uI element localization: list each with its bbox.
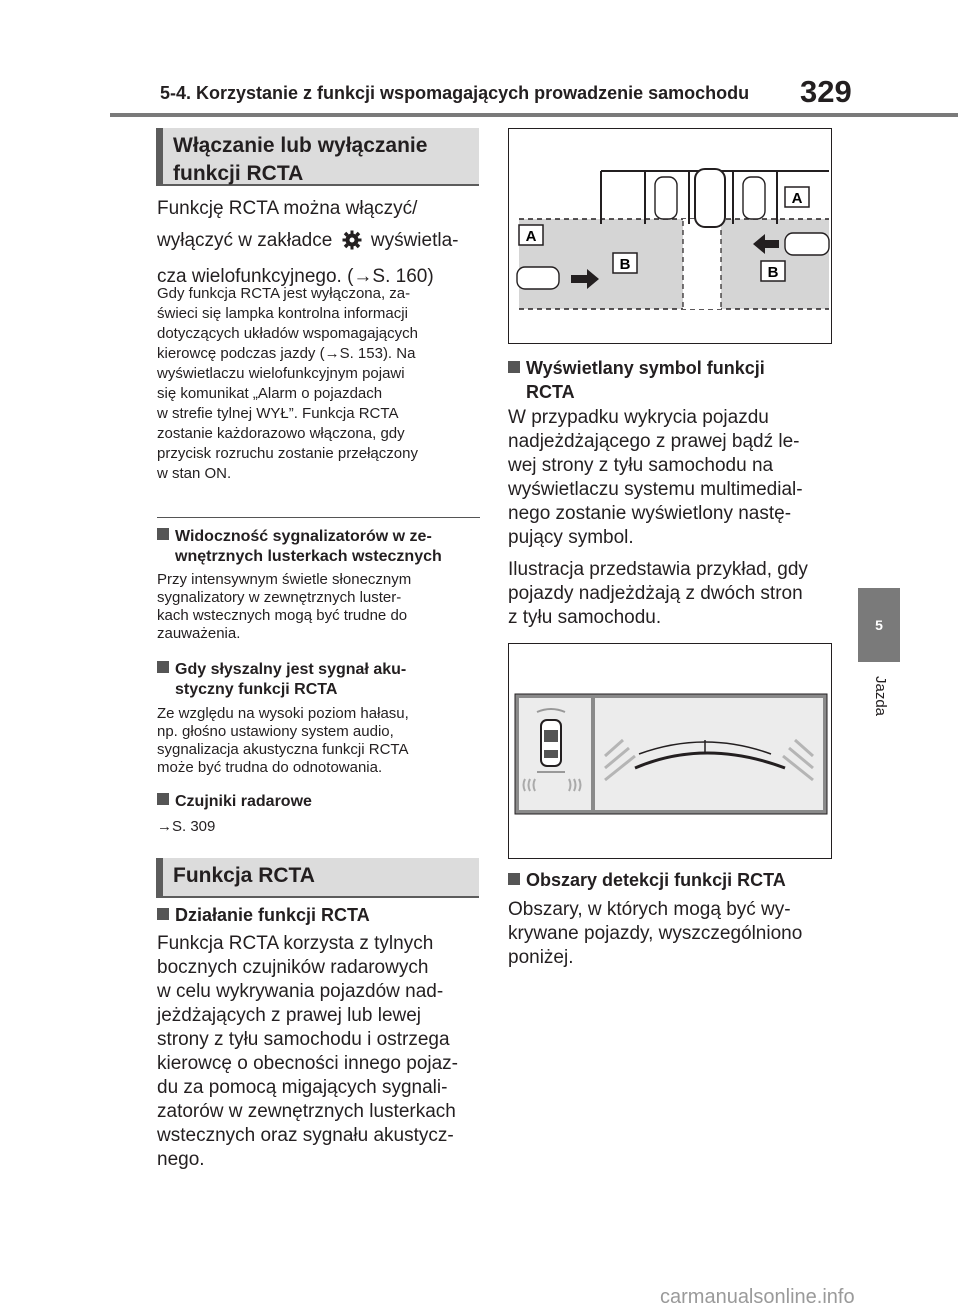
rcta-operation-text: Funkcja RCTA korzysta z tylnych bocznych czujników radarowych w celu wykrywania pojazdów nad- jeżdżających z prawej lub lewej strony z tyłu samochodu i ostrzega kierowcę o obecności innego pojaz- du za pomocą migających sygnali- zatorów w zewnętrznych lusterkach wstecznych oraz sygnału akustycz- nego. (157, 933, 459, 1170)
square-bullet-icon (508, 361, 520, 373)
label-b-right: B (767, 264, 779, 281)
square-bullet-icon (157, 793, 169, 805)
label-a-left: A (525, 228, 537, 245)
chapter-tab[interactable]: 5 (858, 588, 900, 662)
square-bullet-icon (157, 661, 169, 673)
mirror-visibility-text: Przy intensywnym świetle słonecznym sygnalizatory w zewnętrznych luster- kach wstecznych mogą być trudne do zauważenia. (157, 571, 412, 642)
square-bullet-icon (157, 528, 169, 540)
subheading-acoustic-signal: Gdy słyszalny jest sygnał aku- styczny funkcji RCTA (157, 660, 482, 700)
page-number: 329 (800, 74, 852, 109)
intro-paragraph: Funkcję RCTA można włączyć/ wyłączyć w zakładce wyświetla- cza wielofunkcyjnego. (→S. 160) (157, 198, 459, 287)
chapter-label: Jazda (872, 676, 889, 717)
section-title-toggle: Włączanie lub wyłączanie funkcji RCTA (156, 128, 479, 186)
label-b-left: B (619, 256, 631, 273)
subheading-detection-areas: Obszary detekcji funkcji RCTA (508, 868, 786, 892)
subheading-display-symbol: Wyświetlany symbol funkcji RCTA (508, 356, 828, 404)
parking-diagram-svg (509, 129, 831, 343)
label-a-right: A (791, 190, 803, 207)
subheading-mirror-visibility: Widoczność sygnalizatorów w ze- wnętrznych lusterkach wstecznych (157, 527, 482, 567)
subheading-radar-sensors: Czujniki radarowe (157, 792, 312, 812)
note-paragraph: Gdy funkcja RCTA jest wyłączona, za- świeci się lampka kontrolna informacji dotyczących układów wspomagających kierowcę podczas jazdy (→S. 153). Na wyświetlaczu wielofunkcyjnym pojawi się komunikat „Alarm o pojazdach w strefie tylnej WYŁ”. Funkcja RCTA zostanie każdorazowo włączona, gdy przycisk rozruchu zostanie przełączony w stan ON. (157, 285, 418, 482)
display-example-text: Ilustracja przedstawia przykład, gdy pojazdy nadjeżdżają z dwóch stron z tyłu samochodu. (508, 559, 808, 628)
section-title-rcta: Funkcja RCTA (156, 858, 479, 898)
parking-diagram (508, 128, 832, 344)
subheading-rcta-operation: Działanie funkcji RCTA (157, 903, 370, 927)
display-symbol-text: W przypadku wykrycia pojazdu nadjeżdżającego z prawej bądź le- wej strony z tyłu samochodu na wyświetlaczu systemu multimedial- nego zostanie wyświetlony nastę- pujący symbol. (508, 407, 803, 548)
detection-areas-text: Obszary, w których mogą być wy- krywane pojazdy, wyszczególniono poniżej. (508, 899, 803, 968)
radar-sensors-ref[interactable]: →S. 309 (157, 818, 216, 835)
watermark: carmanualsonline.info (660, 1286, 855, 1308)
display-illustration-svg (509, 644, 831, 858)
divider (157, 517, 480, 518)
square-bullet-icon (508, 873, 520, 885)
header-title: 5-4. Korzystanie z funkcji wspomagających prowadzenie samochodu (160, 83, 750, 103)
display-illustration (508, 643, 832, 859)
gear-icon (342, 230, 362, 258)
square-bullet-icon (157, 908, 169, 920)
acoustic-signal-text: Ze względu na wysoki poziom hałasu, np. głośno ustawiony system audio, sygnalizacja akustyczna funkcji RCTA może być trudna do odnotowania. (157, 705, 409, 776)
header-rule (110, 113, 958, 117)
